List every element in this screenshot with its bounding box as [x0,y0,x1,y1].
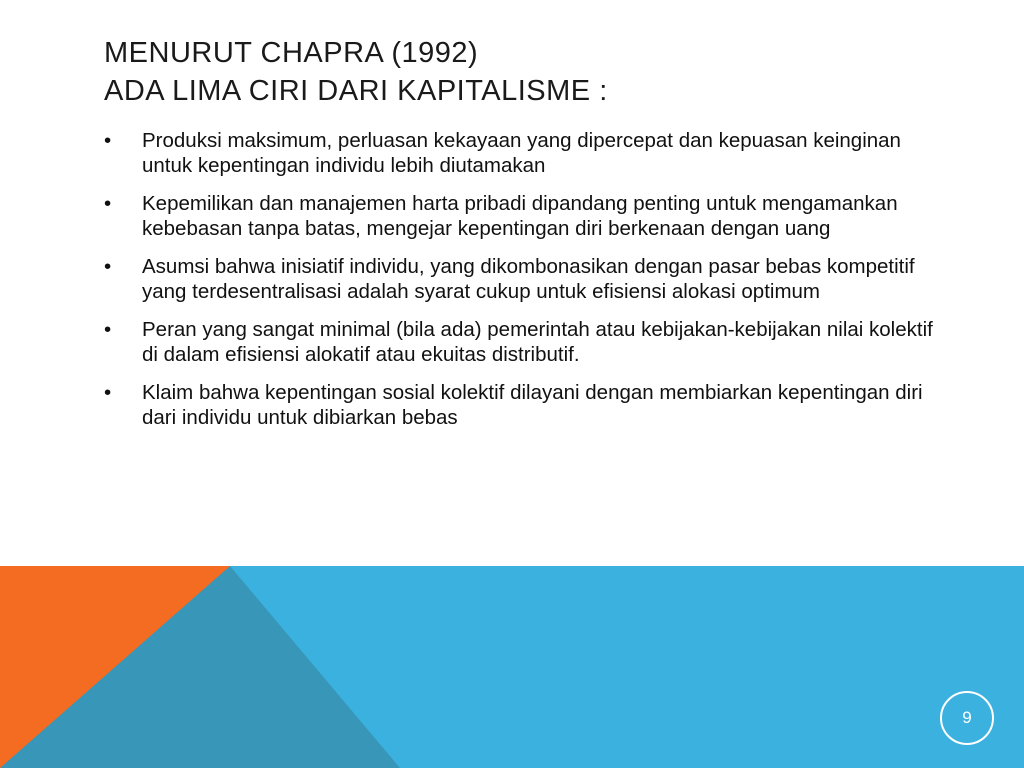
bullet-text: Klaim bahwa kepentingan sosial kolektif dilayani dengan membiarkan kepentingan diri dari individu untuk dibiarkan bebas [142,381,923,429]
title-line-1: MENURUT CHAPRA (1992) [104,37,479,69]
bullet-icon: • [104,381,112,404]
bullet-icon: • [104,318,112,341]
bullet-icon: • [104,129,112,152]
list-item [104,191,944,241]
decorative-footer-band [0,566,1024,768]
bullet-list [104,128,944,443]
page-number-badge: 9 [940,691,994,745]
slide-title [104,34,984,110]
bullet-icon: • [104,255,112,278]
bullet-icon: • [104,192,112,215]
list-item [104,254,944,304]
list-item [104,317,944,367]
list-item [104,128,944,178]
bullet-text: Kepemilikan dan manajemen harta pribadi dipandang penting untuk mengamankan kebebasan tanpa batas, mengejar kepentingan diri berkenaan dengan uang [142,192,898,240]
bullet-text: Asumsi bahwa inisiatif individu, yang dikombonasikan dengan pasar bebas kompetitif yang terdesentralisasi adalah syarat cukup untuk efisiensi alokasi optimum [142,255,915,303]
bullet-text: Produksi maksimum, perluasan kekayaan yang dipercepat dan kepuasan keinginan untuk kepentingan individu lebih diutamakan [142,129,901,177]
bullet-text: Peran yang sangat minimal (bila ada) pemerintah atau kebijakan-kebijakan nilai kolektif di dalam efisiensi alokatif atau ekuitas distributif. [142,318,933,366]
title-line-2: ADA LIMA CIRI DARI KAPITALISME : [104,75,608,107]
list-item [104,380,944,430]
